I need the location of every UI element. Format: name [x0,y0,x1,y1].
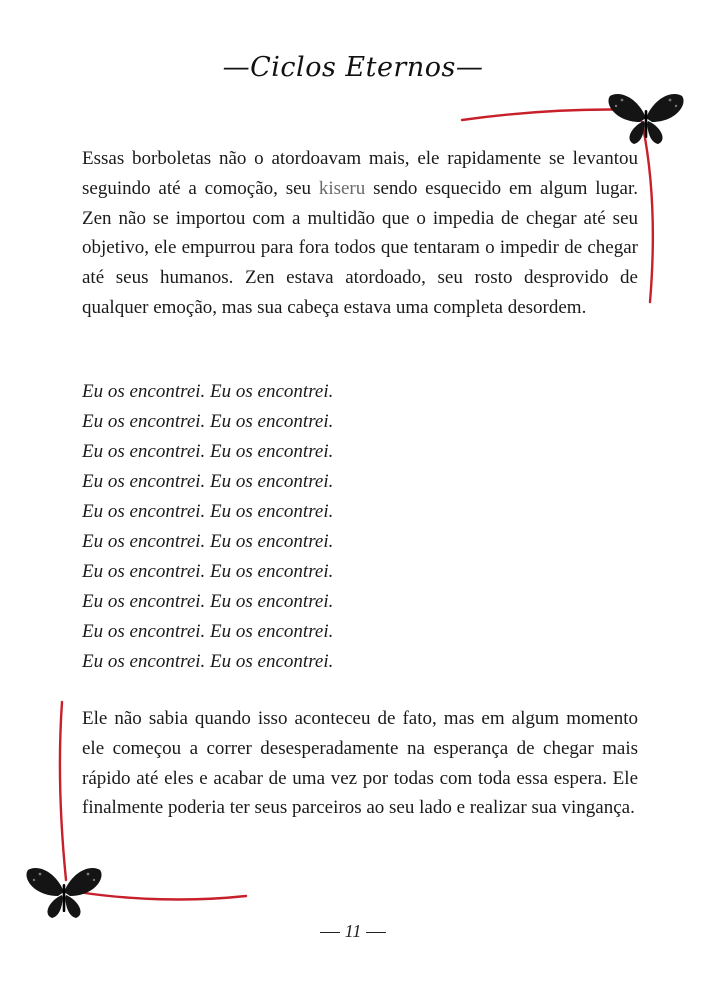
paragraph-1-start: Essas borboletas não o atordoavam mais, ele rapidamente se levantou seguindo até a comoção, seu [82,148,638,199]
kiseru-term: kiseru [318,177,366,199]
repeated-line: Eu os encontrei. Eu os encontrei. [82,591,334,612]
repeated-lines [82,377,333,677]
repeated-line: Eu os encontrei. Eu os encontrei. [82,561,334,582]
chapter-header: —Ciclos Eternos— [222,52,484,83]
footer-dash-right [366,932,386,933]
repeated-line: Eu os encontrei. Eu os encontrei. [82,381,334,402]
red-swash-right [642,122,653,302]
repeated-line: Eu os encontrei. Eu os encontrei. [82,651,334,672]
repeated-line: Eu os encontrei. Eu os encontrei. [82,441,334,462]
page-footer [0,921,706,942]
repeated-line: Eu os encontrei. Eu os encontrei. [82,621,334,642]
butterfly-icon [608,94,683,144]
paragraph-2: Ele não sabia quando isso aconteceu de fato, mas em algum momento ele começou a correr desesperadamente na esperança de chegar mais rápido até eles e acabar de uma vez por todas com toda essa espera. Ele finalmente poderia ter seus parceiros ao seu lado e realizar sua vingança. [82,708,638,819]
repeated-line: Eu os encontrei. Eu os encontrei. [82,411,334,432]
paragraph-1-end: sendo esquecido em algum lugar. Zen não se importou com a multidão que o impedia de chegar até seu objetivo, ele empurrou para fora todos que tentaram o impedir de chegar até seus humanos. Zen estava atordoado, seu rosto desprovido de qualquer emoção, mas sua cabeça estava uma completa desordem. [82,177,638,318]
red-swash-bottom [78,892,246,899]
footer-dash-left [320,932,340,933]
repeated-line: Eu os encontrei. Eu os encontrei. [82,471,334,492]
paragraph-1 [82,144,638,323]
red-swash-left [60,702,66,880]
repeated-line: Eu os encontrei. Eu os encontrei. [82,531,334,552]
repeated-line: Eu os encontrei. Eu os encontrei. [82,501,334,522]
page-number: 11 [344,921,362,941]
